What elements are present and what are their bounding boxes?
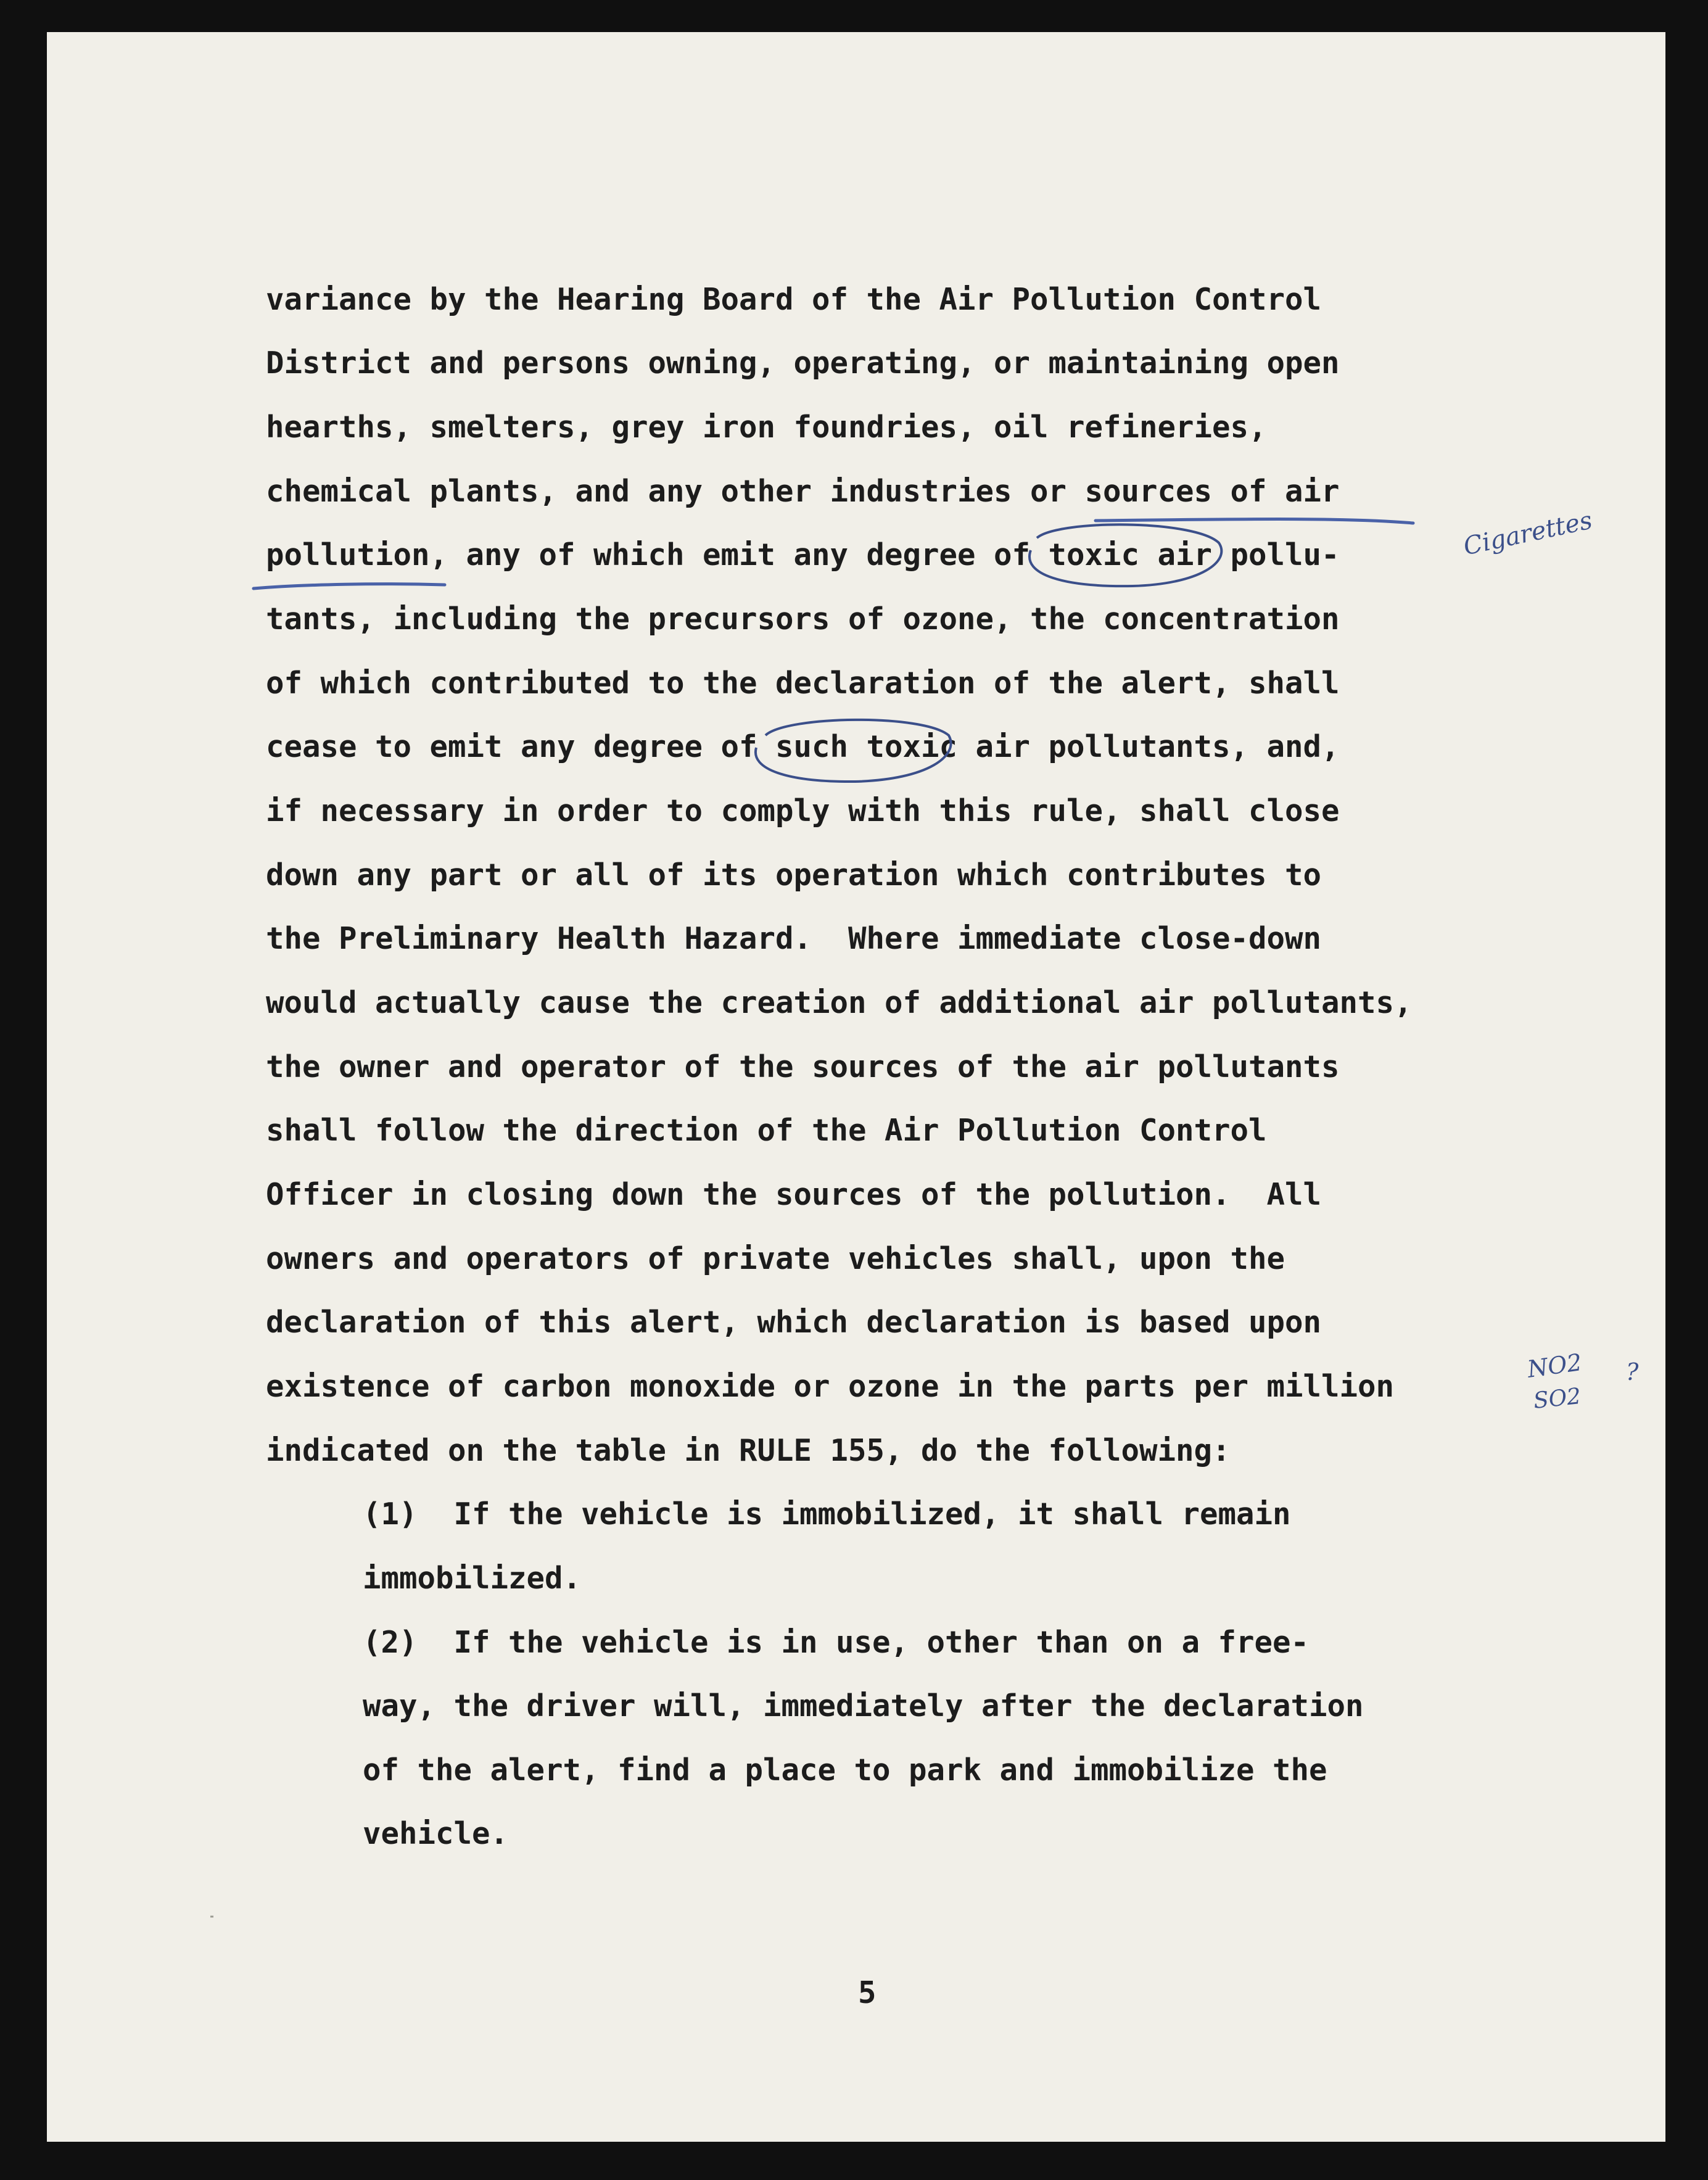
body-line: chemical plants, and any other industries or sources of air [266, 474, 1340, 509]
body-line: District and persons owning, operating, or maintaining open [266, 345, 1340, 381]
body-line: hearths, smelters, grey iron foundries, oil refineries, [266, 410, 1267, 445]
list-item-line: vehicle. [363, 1816, 509, 1851]
body-line: pollution, any of which emit any degree of toxic air pollu- [266, 537, 1340, 572]
body-line: tants, including the precursors of ozone, the concentration [266, 601, 1340, 637]
body-line: down any part or all of its operation which contributes to [266, 857, 1322, 893]
body-line: would actually cause the creation of additional air pollutants, [266, 985, 1413, 1020]
list-item-line: of the alert, find a place to park and immobilize the [363, 1753, 1327, 1788]
body-line: indicated on the table in RULE 155, do the following: [266, 1433, 1231, 1468]
body-line: of which contributed to the declaration of the alert, shall [266, 666, 1340, 701]
margin-note-so2: SO2 [1532, 1384, 1583, 1414]
list-item-line: (1) If the vehicle is immobilized, it shall remain [363, 1497, 1291, 1532]
list-item-line: way, the driver will, immediately after the declaration [363, 1688, 1364, 1724]
margin-note-no2: NO2 [1525, 1348, 1584, 1383]
list-item-line: immobilized. [363, 1561, 582, 1596]
body-line: declaration of this alert, which declaration is based upon [266, 1305, 1322, 1340]
body-line: existence of carbon monoxide or ozone in the parts per million [266, 1369, 1395, 1404]
list-item-line: (2) If the vehicle is in use, other than on a free- [363, 1625, 1310, 1660]
body-line: owners and operators of private vehicles shall, upon the [266, 1241, 1285, 1276]
body-line: the Preliminary Health Hazard. Where immediate close-down [266, 921, 1322, 956]
page-number: 5 [858, 1975, 877, 2010]
body-line: Officer in closing down the sources of the pollution. All [266, 1177, 1322, 1212]
underline-sources-of-air [1095, 519, 1413, 524]
margin-note-cigarettes: Cigarettes [1461, 506, 1595, 561]
body-line: cease to emit any degree of such toxic air pollutants, and, [266, 729, 1340, 764]
body-line: if necessary in order to comply with this rule, shall close [266, 793, 1340, 828]
underline-pollution [254, 584, 445, 588]
body-line: shall follow the direction of the Air Pollution Control [266, 1113, 1267, 1148]
body-line: variance by the Hearing Board of the Air Pollution Control [266, 282, 1322, 317]
body-line: the owner and operator of the sources of the air pollutants [266, 1049, 1340, 1084]
margin-note-question: ? [1626, 1358, 1639, 1385]
document-page [47, 32, 1665, 2142]
